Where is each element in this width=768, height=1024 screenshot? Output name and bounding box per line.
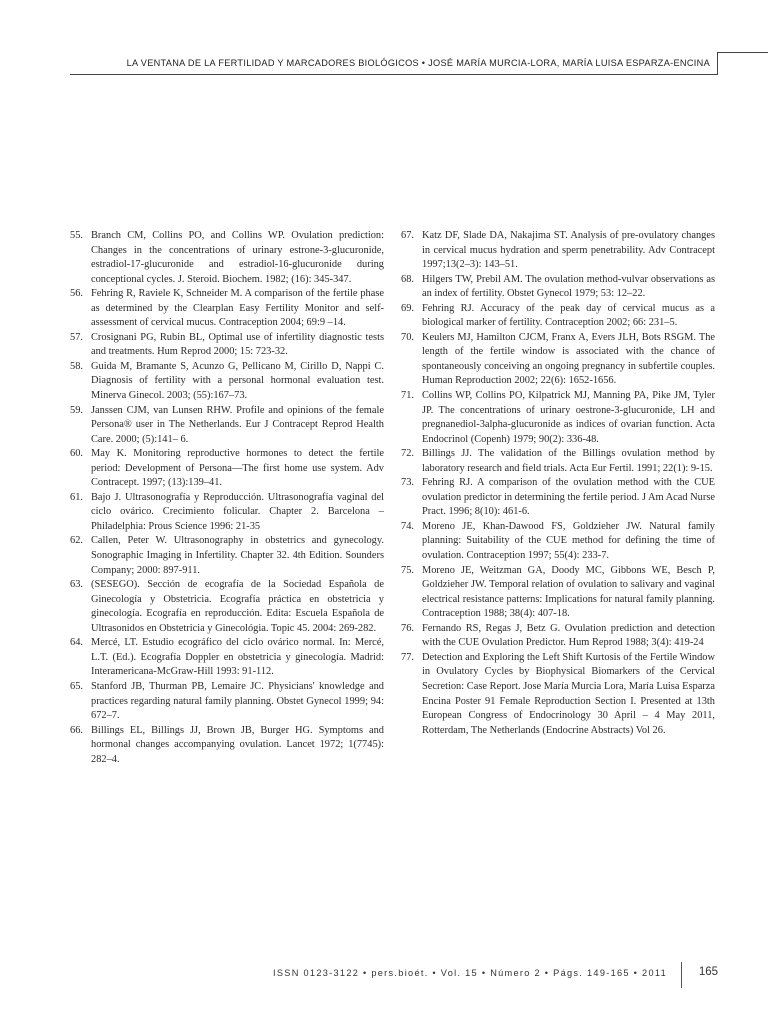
header-rule-tick xyxy=(717,52,718,74)
reference-number: 67. xyxy=(401,230,414,241)
header-rule-tick-end xyxy=(717,52,768,53)
reference-item xyxy=(401,622,715,651)
reference-text: Hilgers TW, Prebil AM. The ovulation method-vulvar observations as an index of fertility. Obstet Gynecol 1979; 53: 12–22. xyxy=(422,273,715,300)
reference-number: 66. xyxy=(70,724,83,736)
reference-text: Moreno JE, Khan-Dawood FS, Goldzieher JW. Natural family planning: Suitability of the CUE method for defining the time of ovulation. Contraception 1997; 55(4): 233-7. xyxy=(422,520,715,562)
footer-divider xyxy=(681,962,682,988)
reference-number: 57. xyxy=(70,331,83,343)
reference-number: 76. xyxy=(401,622,414,634)
reference-item xyxy=(70,360,384,404)
reference-text: Detection and Exploring the Left Shift Kurtosis of the Fertile Window in Ovulatory Cycles by Biophysical Biomarkers of the Cervical Secretion: Case Report. Jose María Murcia Lora, María Luisa Esparza Encina Poster 91 Female Reproduction Section I. Presented at 13th European Congress of Endocrinology 30 April – 4 May 2011, Rotterdam, The Netherlands (Endocrine Abstracts) Vol 26. xyxy=(422,651,715,736)
reference-item xyxy=(70,447,384,491)
reference-number: 77. xyxy=(401,651,414,663)
reference-text: (SESEGO). Sección de ecografía de la Sociedad Española de Ginecología y Obstetricia. Ecografía práctica en obstetricia y ginecología. Ecografía en reproducción. Edita: Escuela Española de Ultrasonidos en Obstetricia y Ginecológia. Topic 45. 2004: 269-282. xyxy=(91,579,384,634)
reference-item xyxy=(70,534,384,578)
running-header: LA VENTANA DE LA FERTILIDAD Y MARCADORES BIOLÓGICOS • JOSÉ MARÍA MURCIA-LORA, MARÍA LUISA ESPARZA-ENCINA xyxy=(126,58,710,68)
reference-item xyxy=(70,491,384,535)
references-column-left xyxy=(70,229,384,767)
reference-number: 61. xyxy=(70,491,83,503)
reference-text: Janssen CJM, van Lunsen RHW. Profile and opinions of the female Persona® user in The Netherlands. Eur J Contracept Reprod Health Care. 2000; (5):141– 6. xyxy=(91,404,384,445)
reference-text: Moreno JE, Weitzman GA, Doody MC, Gibbons WE, Besch P, Goldzieher JW. Temporal relation of ovulation to salivary and vaginal electrical resistance patterns: Implications for natural family planning. Contraception 1988; 38(4): 407-18. xyxy=(422,564,715,620)
reference-number: 74. xyxy=(401,520,414,532)
reference-text: Billings JJ. The validation of the Billings ovulation method by laboratory research and field trials. Acta Eur Fertil. 1991; 22(1): 9-15. xyxy=(422,448,715,474)
reference-text: May K. Monitoring reproductive hormones to detect the fertile period: Development of Persona—The first home use system. Adv Contracept. 1997; (13):139–41. xyxy=(91,448,384,489)
reference-item xyxy=(70,404,384,448)
reference-text: Keulers MJ, Hamilton CJCM, Franx A, Evers JLH, Bots RSGM. The length of the fertile window is associated with the chance of spontaneously conceiving an ongoing pregnancy in subfertile couples. Human Reproduction 2002; 22(6): 1652-1656. xyxy=(422,331,715,387)
reference-number: 55. xyxy=(70,230,83,241)
reference-number: 64. xyxy=(70,637,83,649)
reference-item xyxy=(401,389,715,447)
reference-item xyxy=(401,302,715,331)
reference-number: 68. xyxy=(401,273,414,285)
reference-item xyxy=(70,724,384,768)
reference-text: Billings EL, Billings JJ, Brown JB, Burger HG. Symptoms and hormonal changes accompanying ovulation. Lancet 1972; 1(7745): 282–4. xyxy=(91,724,384,765)
reference-item xyxy=(401,447,715,476)
reference-item xyxy=(401,273,715,302)
reference-item xyxy=(401,651,715,738)
reference-item xyxy=(401,520,715,564)
reference-text: Stanford JB, Thurman PB, Lemaire JC. Physicians' knowledge and practices regarding natural family planning. Obstet Gynecol 1999; 94: 672–7. xyxy=(91,680,384,722)
reference-text: Branch CM, Collins PO, and Collins WP. Ovulation prediction: Changes in the concentrations of urinary estrone-3-glucuronide, estradiol-17-glucuronide and estradiol-16-glucuronide during conceptional cycles. J. Steroid. Biochem. 1982; (16): 345-347. xyxy=(91,230,384,285)
reference-number: 58. xyxy=(70,360,83,372)
reference-number: 63. xyxy=(70,579,83,591)
reference-text: Fernando RS, Regas J, Betz G. Ovulation prediction and detection with the CUE Ovulation Predictor. Hum Reprod 1988; 3(4): 419-24 xyxy=(422,622,715,649)
reference-item xyxy=(401,229,715,273)
reference-text: Fehring RJ. Accuracy of the peak day of cervical mucus as a biological marker of fertility. Contraception 2002; 66: 231–5. xyxy=(422,302,715,329)
reference-text: Guida M, Bramante S, Acunzo G, Pellicano M, Cirillo D, Nappi C. Diagnosis of fertility with a personal hormonal evaluation test. Minerva Ginecol. 2003; (55):167–73. xyxy=(91,360,384,402)
header-rule xyxy=(70,74,718,75)
reference-item xyxy=(401,331,715,389)
reference-number: 70. xyxy=(401,331,414,343)
reference-item xyxy=(401,564,715,622)
reference-text: Fehring RJ. A comparison of the ovulation method with the CUE ovulation predictor in determining the fertile period. J Am Acad Nurse Pract. 1996; 8(10): 461-6. xyxy=(422,477,715,518)
footer-citation: ISSN 0123-3122 • pers.bioét. • Vol. 15 • Número 2 • Págs. 149-165 • 2011 xyxy=(273,968,667,978)
reference-number: 75. xyxy=(401,564,414,576)
reference-text: Mercé, LT. Estudio ecográfico del ciclo ovárico normal. In: Mercé, L.T. (Ed.). Ecografía Doppler en obstetricia y ginecología. Madrid: Interamericana-McGraw-Hill 1993: 91-112. xyxy=(91,637,384,678)
reference-number: 72. xyxy=(401,448,414,460)
reference-text: Callen, Peter W. Ultrasonography in obstetrics and gynecology. Sonographic Imaging in Infertility. Chapter 32. 4th Edition. Sounders Company; 2000: 897-911. xyxy=(91,535,384,576)
reference-item xyxy=(401,476,715,520)
reference-text: Katz DF, Slade DA, Nakajima ST. Analysis of pre-ovulatory changes in cervical mucus hydration and sperm penetrability. Adv Contracept 1997;13(2–3): 143–51. xyxy=(422,230,715,271)
reference-number: 65. xyxy=(70,680,83,692)
reference-text: Crosignani PG, Rubin BL, Optimal use of infertility diagnostic tests and treatments. Hum Reprod 2000; 15: 723-32. xyxy=(91,331,384,358)
reference-item xyxy=(70,287,384,331)
reference-text: Fehring R, Raviele K, Schneider M. A comparison of the fertile phase as determined by the Clearplan Easy Fertility Monitor and self-assessment of cervical mucus. Contraception 2004; 69:9 –14. xyxy=(91,288,384,329)
reference-item xyxy=(70,680,384,724)
reference-item xyxy=(70,578,384,636)
reference-number: 59. xyxy=(70,404,83,416)
reference-number: 71. xyxy=(401,390,414,402)
reference-number: 56. xyxy=(70,288,83,300)
reference-number: 60. xyxy=(70,448,83,460)
reference-number: 62. xyxy=(70,535,83,547)
reference-item xyxy=(70,636,384,680)
page-number: 165 xyxy=(698,966,718,978)
reference-item xyxy=(70,229,384,287)
reference-text: Collins WP, Collins PO, Kilpatrick MJ, Manning PA, Pike JM, Tyler JP. The concentrations of urinary oestrone-3-glucuronide, LH and pregnanediol-3alpha-glucuronide as indices of ovarian function. Acta Endocrinol (Copenh) 1979; 90(2): 336-48. xyxy=(422,390,715,445)
reference-item xyxy=(70,331,384,360)
references-column-right xyxy=(401,229,715,738)
reference-text: Bajo J. Ultrasonografía y Reproducción. Ultrasonografía vaginal del ciclo ovárico. Crecimiento folicular. Chapter 2. Barcelona – Philadelphia: Prous Science 1996: 21-35 xyxy=(91,491,384,532)
reference-number: 69. xyxy=(401,302,414,314)
reference-number: 73. xyxy=(401,477,414,489)
